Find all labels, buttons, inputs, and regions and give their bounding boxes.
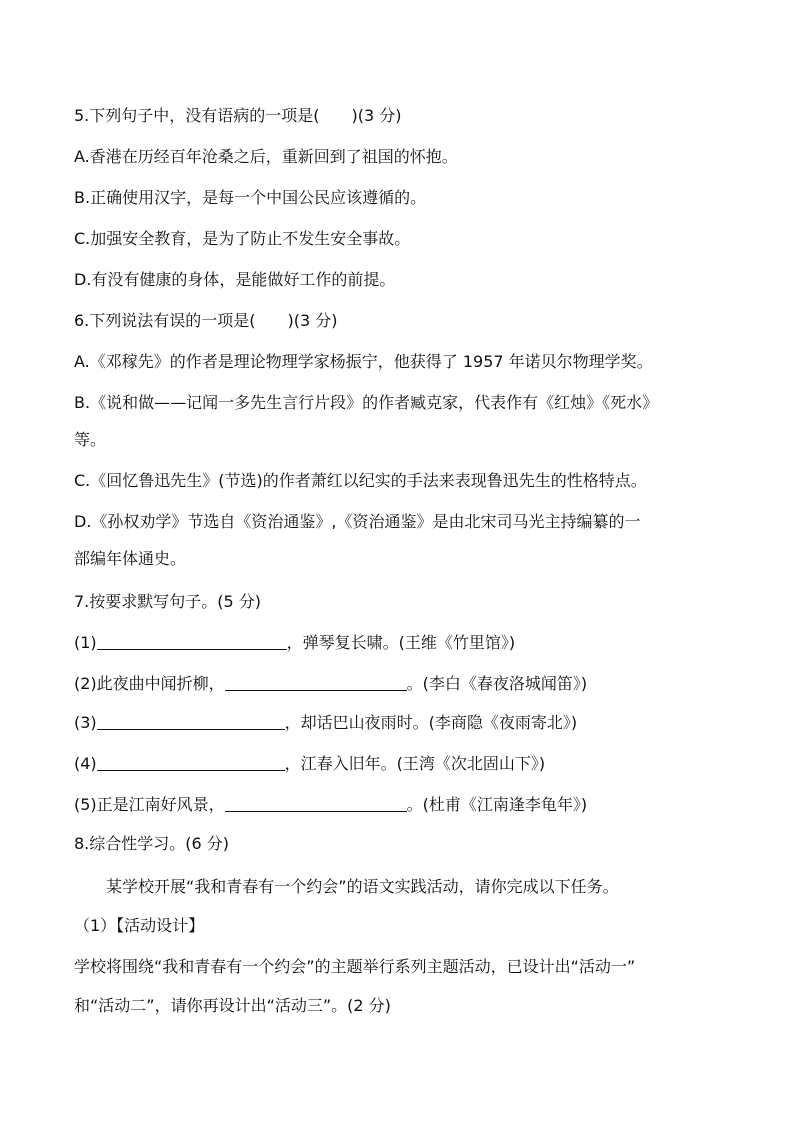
question-7-item-3 (74, 713, 734, 733)
item-3-prefix: (3) (74, 713, 97, 732)
item-2-suffix: 。(李白《春夜洛城闻笛》) (406, 674, 588, 693)
question-6-option-c: C.《回忆鲁迅先生》(节选)的作者萧红以纪实的手法来表现鲁迅先生的性格特点。 (74, 471, 647, 490)
answer-blank-1[interactable] (97, 633, 287, 650)
question-7-item-5 (74, 795, 734, 815)
question-6-option-d-line1: D.《孙权劝学》节选自《资治通鉴》,《资治通鉴》是由北宋司马光主持编纂的一 (74, 512, 641, 531)
question-6-option-a: A.《邓稼先》的作者是理论物理学家杨振宁，他获得了 1957 年诺贝尔物理学奖。 (74, 352, 653, 371)
question-7-item-1 (74, 633, 734, 653)
question-8-sub1-text-line1: 学校将围绕“我和青春有一个约会”的主题举行系列主题活动，已设计出“活动一” (74, 957, 636, 976)
answer-blank-2[interactable] (225, 674, 407, 691)
item-5-suffix: 。(杜甫《江南逢李龟年》) (406, 795, 588, 814)
question-5-option-b: B.正确使用汉字，是每一个中国公民应该遵循的。 (74, 188, 427, 207)
question-7-stem: 7.按要求默写句子。(5 分) (74, 592, 262, 611)
question-8-intro: 某学校开展“我和青春有一个约会”的语文实践活动，请你完成以下任务。 (106, 877, 619, 896)
item-1-prefix: (1) (74, 633, 97, 652)
question-6-option-d-line2: 部编年体通史。 (74, 549, 187, 568)
question-6-option-b-line2: 等。 (74, 430, 107, 449)
question-6-option-b-line1: B.《说和做——记闻一多先生言行片段》的作者臧克家，代表作有《红烛》《死水》 (74, 393, 659, 412)
question-8-sub1-text-line2: 和“活动二”，请你再设计出“活动三”。(2 分) (74, 996, 391, 1015)
item-4-prefix: (4) (74, 754, 97, 773)
item-4-suffix: ，江春入旧年。(王湾《次北固山下》) (284, 754, 546, 773)
question-5-option-d: D.有没有健康的身体，是能做好工作的前提。 (74, 270, 396, 289)
item-1-suffix: ，弹琴复长啸。(王维《竹里馆》) (286, 633, 516, 652)
answer-blank-3[interactable] (97, 713, 285, 730)
question-5-stem: 5.下列句子中，没有语病的一项是( )(3 分) (74, 106, 402, 125)
item-5-prefix: (5)正是江南好风景， (74, 795, 225, 814)
answer-blank-4[interactable] (97, 754, 285, 771)
question-7-item-4 (74, 754, 734, 774)
answer-blank-5[interactable] (225, 795, 407, 812)
item-3-suffix: ，却话巴山夜雨时。(李商隐《夜雨寄北》) (284, 713, 578, 732)
question-8-sub1-title: （1）【活动设计】 (74, 916, 205, 935)
question-8-stem: 8.综合性学习。(6 分) (74, 834, 230, 853)
item-2-prefix: (2)此夜曲中闻折柳， (74, 674, 225, 693)
question-7-item-2 (74, 674, 734, 694)
question-6-stem: 6.下列说法有误的一项是( )(3 分) (74, 311, 338, 330)
question-5-option-c: C.加强安全教育，是为了防止不发生安全事故。 (74, 229, 411, 248)
question-5-option-a: A.香港在历经百年沧桑之后，重新回到了祖国的怀抱。 (74, 147, 458, 166)
